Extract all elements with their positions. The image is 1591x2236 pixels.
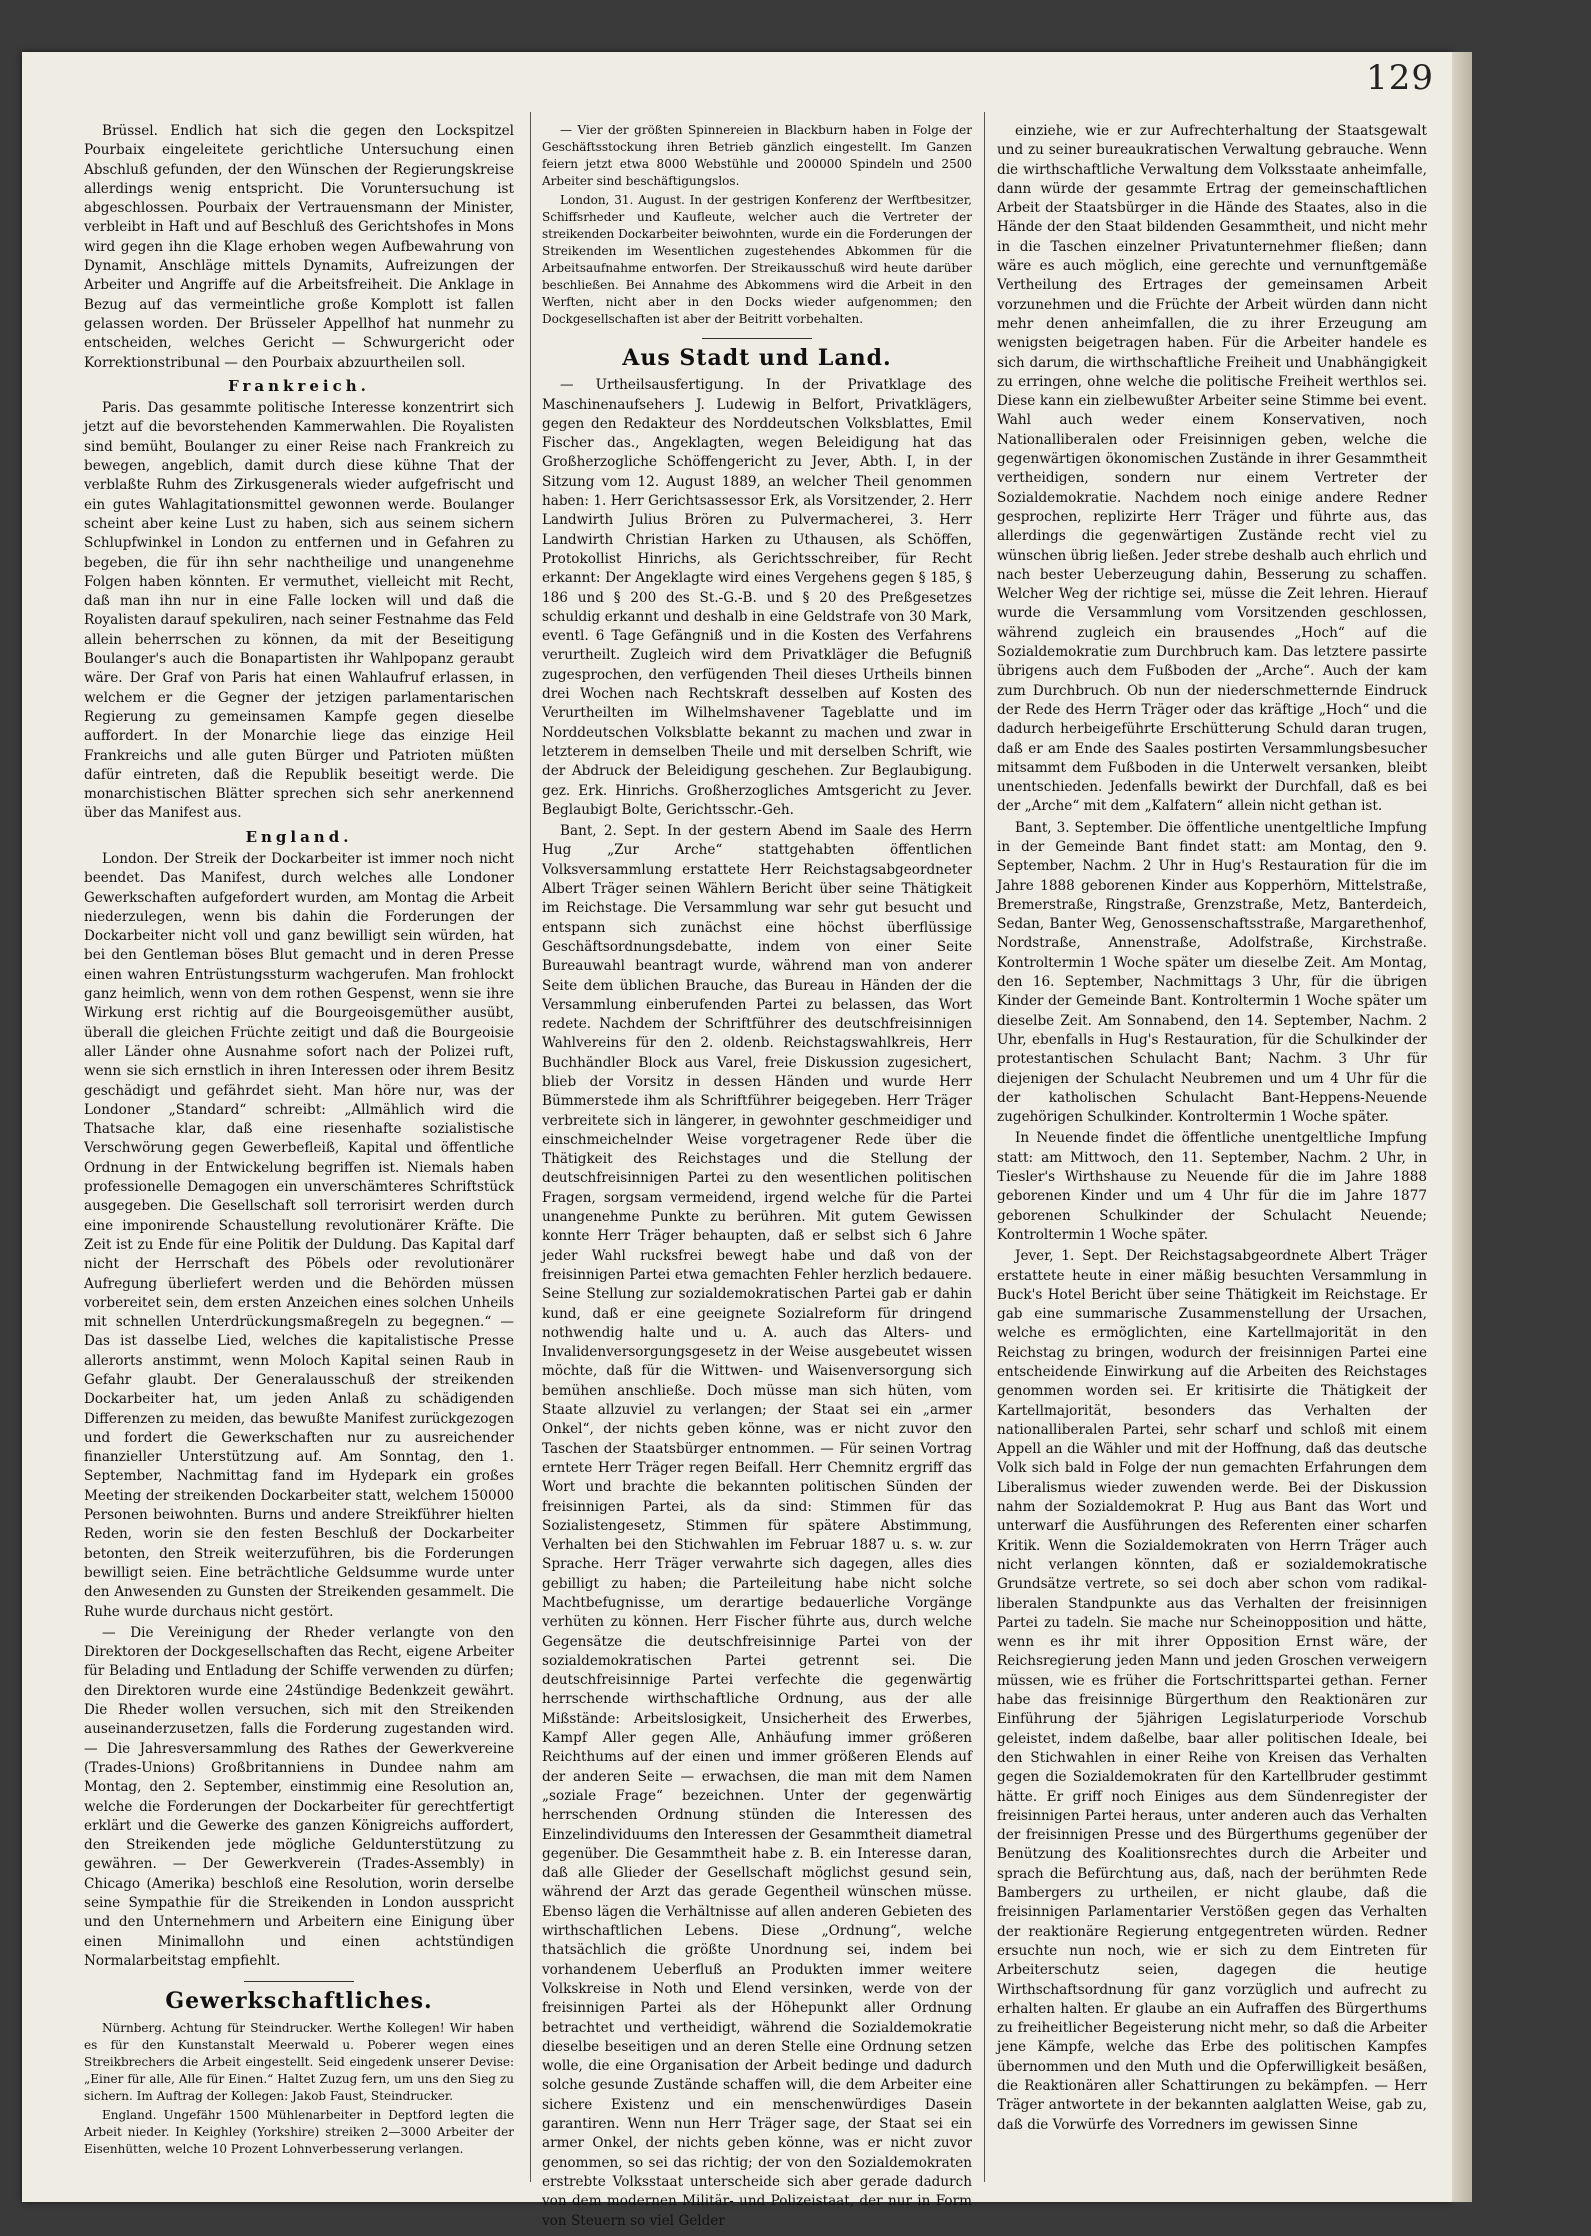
article-nuernberg: Nürnberg. Achtung für Steindrucker. Werthe Kollegen! Wir haben es für den Kunstanstalt Meerwald u. Poberer wegen eines Streikbrechers die Arbeit eingestellt. Seid eingedenk unserer Devise: „Einer für alle, Alle für Einen.“ Haltet Zuzug fern, um uns den Sieg zu sichern. Im Auftrag der Kollegen: Jakob Faust, Steindrucker. <box>84 2020 514 2103</box>
heading-frankreich: Frankreich. <box>228 376 370 395</box>
section-separator <box>244 1981 354 1982</box>
heading-england: England. <box>245 827 353 846</box>
newspaper-page <box>22 52 1452 2229</box>
article-neuende-impfung: In Neuende findet die öffentliche unentgeltliche Impfung statt: am Mittwoch, den 11. September, Nachm. 2 Uhr, in Tiesler's Wirthshause zu Neuende für die im Jahre 1888 geborenen Kinder und um 4 Uhr für die im Jahre 1877 geborenen Schulkinder der Schulacht Neuende; Kontroltermin 1 Woche später. <box>997 1130 1427 1243</box>
section-separator <box>702 338 812 339</box>
article-london-konferenz: London, 31. August. In der gestrigen Konferenz der Werftbesitzer, Schiffsrheder und Kaufleute, welcher auch die Vertreter der streikenden Dockarbeiter beiwohnten, wurde ein die Forderungen der Streikenden im Wesentlichen zugestehendes Abkommen für die Arbeitsaufnahme entworfen. Der Streikausschuß wird heute darüber beschließen. Bei Annahme des Abkommens wird die Arbeit in den Werften, nicht aber in den Docks wieder aufgenommen; den Dockgesellschaften ist aber der Beitritt vorbehalten. <box>542 193 972 326</box>
column-middle <box>542 122 972 2229</box>
article-paris: Paris. Das gesammte politische Interesse konzentrirt sich jetzt auf die bevorstehenden Kammerwahlen. Die Royalisten sind bemüht, Boulanger zu einer Reise nach Frankreich zu bewegen, angeblich, damit durch diese kühne That der verblaßte Ruhm des Zirkusgenerals wieder aufgefrischt und ein gutes Wahlagitationsmittel gewonnen werde. Boulanger scheint aber keine Lust zu haben, sich aus seinem sichern Schlupfwinkel in London zu entfernen und in Gefahren zu begeben, die für ihn sehr nachtheilige und unangenehme Folgen haben könnten. Er vermuthet, vielleicht mit Recht, daß man ihn nur in eine Falle locken will und daß die Royalisten darauf spekuliren, nach seiner Festnahme das Feld allein beherrschen zu können, da mit der Beseitigung Boulanger's auch die Bonapartisten ihr Wahlpopanz geraubt wäre. Der Graf von Paris hat einen Wahlaufruf erlassen, in welchem er die Gegner der jetzigen parlamentarischen Regierung zu gemeinsamen Kampfe gegen dieselbe auffordert. In der Monarchie liege das einzige Heil Frankreichs und alle guten Bürger und Patrioten müßten dafür eintreten, daß die Republik beseitigt werde. Die monarchistischen Blätter sprechen sich sehr anerkennend über das Manifest aus. <box>84 400 514 822</box>
article-bant-versammlung: Bant, 2. Sept. In der gestern Abend im Saale des Herrn Hug „Zur Arche“ stattgehabten öffentlichen Volksversammlung erstattete Herr Reichstagsabgeordneter Albert Träger seinen Wählern Bericht über seine Thätigkeit im Reichstage. Die Versammlung war sehr gut besucht und entspann sich zunächst eine höchst überflüssige Geschäftsordnungsdebatte, indem von einer Seite Bureauwahl beantragt wurde, während man von anderer Seite dem üblichen Brauche, das Bureau in Händen der die Versammlung einberufenden Partei zu belassen, das Wort redete. Nachdem der Schriftführer des deutschfreisinnigen Wahlvereins für den 2. oldenb. Reichstagswahlkreis, Herr Buchhändler Block aus Varel, freie Diskussion zugesichert, blieb der Vorsitz in dessen Händen und wurde Herr Bümmerstede ihm als Schriftführer beigegeben. Herr Träger verbreitete sich in längerer, in gewohnter geschmeidiger und einschmeichelnder Weise vorgetragener Rede über die Thätigkeit des Reichstages und die Stellung der deutschfreisinnigen Partei zu den wesentlichen politischen Fragen, sorgsam vermeidend, irgend welche für die Partei unangenehme Punkte zu berühren. Mit gutem Gewissen konnte Herr Träger behaupten, daß er selbst sich 6 Jahre jeder Wahl rucksfrei bewegt habe und daß von der freisinnigen Partei etwa gemachten Fehler herzlich bedauere. Seine Stellung zur sozialdemokratischen Partei gab er dahin kund, daß er eine geeignete Sozialreform für dringend nothwendig halte und u. A. auch das Alters- und Invalidenversorgungsgesetz in der Weise ausgebeutet wissen möchte, daß für die Wittwen- und Waisenversorgung sich bemühen anschließe. Doch müsse man sich hüten, vom Staate allzuviel zu verlangen; der Staat sei ein „armer Onkel“, der nichts geben könne, was er nicht zuvor den Taschen der Staatsbürger entnommen. — Für seinen Vortrag erntete Herr Träger regen Beifall. Herr Chemnitz ergriff das Wort und brachte die bekannten politischen Sünden der freisinnigen Partei, als da sind: Stimmen für das Sozialistengesetz, Stimmen für spätere Abstimmung, Verhalten bei den Stichwahlen im Februar 1887 u. s. w. zur Sprache. Herr Träger verwahrte sich dagegen, alles dies gebilligt zu haben; die Parteileitung habe nicht solche Machtbefugnisse, um derartige bedauerliche Vorgänge verhüten zu können. Herr Fischer führte aus, durch welche Gegensätze die deutschfreisinnige Partei von der sozialdemokratischen Partei getrennt sei. Die deutschfreisinnige Partei verfechte die gegenwärtig herrschende wirthschaftliche Ordnung, aus der alle Mißstände: Arbeitslosigkeit, Unsicherheit des Erwerbes, Kampf Aller gegen Alle, Anhäufung immer größeren Reichthums auf der einen und immer größeren Elends auf der anderen Seite — erwachsen, die man mit dem Namen „soziale Frage“ bezeichnen. Unter der gegenwärtig herrschenden Ordnung stünden die Interessen des Einzelindividuums den Interessen der Gesammtheit diametral gegenüber. Die Gesammtheit habe z. B. ein Interesse daran, daß alle Glieder der Gesellschaft möglichst gesund sein, während der Arzt das gerade Gegentheil wünschen müsse. Ebenso lägen die Verhältnisse auf allen anderen Gebieten des wirthschaftlichen Lebens. Diese „Ordnung“, welche thatsächlich die größte Unordnung sei, indem bei vorhandenem Ueberfluß an Produkten immer weitere Volkskreise in Noth und Elend versinken, werde von der freisinnigen Partei als der Höhepunkt aller Ordnung betrachtet und vertheidigt, während die Sozialdemokratie dieselbe beseitigen und an deren Stelle eine Ordnung setzen wolle, die eine Organisation der Arbeit bedinge und dadurch solche gesunde Zustände schaffen will, die dem Arbeiter eine sichere Existenz und ein menschenwürdiges Dasein garantiren. Wenn nun Herr Träger sage, der Staat sei ein armer Onkel, der nichts geben könne, was er nicht zuvor genommen, so sei das richtig; der von den Sozialdemokraten erstrebte Volksstaat unterscheide sich aber gerade dadurch von dem modernen Militär- und Polizeistaat, der nur in Form von Steuern so viel Gelder <box>542 823 972 2229</box>
article-bant-impfung: Bant, 3. September. Die öffentliche unentgeltliche Impfung in der Gemeinde Bant findet statt: am Montag, den 9. September, Nachm. 2 Uhr in Hug's Restauration für die im Jahre 1888 geborenen Kinder aus Kopperhörn, Mittelstraße, Bremerstraße, Ringstraße, Grenzstraße, Metz, Banterdeich, Sedan, Banter Weg, Genossenschaftsstraße, Margarethenhof, Nordstraße, Annenstraße, Adolfstraße, Kirchstraße. Kontroltermin 1 Woche später um dieselbe Zeit. Am Montag, den 16. September, Nachmittags 3 Uhr, für die übrigen Kinder der Gemeinde Bant. Kontroltermin 1 Woche später um dieselbe Zeit. Am Sonnabend, den 14. September, Nachm. 2 Uhr, ebenfalls in Hug's Restauration, für die Schulkinder der protestantischen Schulacht Bant; Nachm. 3 Uhr für diejenigen der Schulacht Neubremen und um 4 Uhr für die der katholischen Schulacht Bant-Heppens-Neuende zugehörigen Schulkinder. Kontroltermin 1 Woche später. <box>997 819 1427 1126</box>
article-england-muehlen: England. Ungefähr 1500 Mühlenarbeiter in Deptford legten die Arbeit nieder. In Keighley (Yorkshire) streiken 2—3000 Arbeiter der Eisenhütten, welche 10 Prozent Lohnverbesserung verlangen. <box>84 2107 514 2156</box>
column-left <box>84 122 514 2162</box>
heading-gewerkschaftliches: Gewerkschaftliches. <box>165 1988 433 2015</box>
heading-aus-stadt-und-land: Aus Stadt und Land. <box>622 345 892 371</box>
article-bant-continued: einziehe, wie er zur Aufrechterhaltung der Staatsgewalt und zu seiner bureaukratischen Verwaltung gebrauche. Wenn die wirthschaftliche Verwaltung dem Volksstaate anheimfalle, dann würde der gesammte Ertrag der gemeinschaftlichen Arbeit der Staatsbürger in die Hände des Staates, also in die Hände der den Staat bildenden Gesammtheit, und nicht mehr in die Taschen einzelner Privatunternehmer fließen; dann wäre es auch möglich, eine gerechte und vernunftgemäße Vertheilung des Ertrages der gemeinsamen Arbeit vorzunehmen und die Früchte der Arbeit würden dann nicht mehr denen anheimfallen, die zu ihrer Erzeugung am wenigsten beigetragen haben. Für die Arbeiter handele es sich darum, die wirthschaftliche Freiheit und Unabhängigkeit zu erringen, ohne welche die politische Freiheit werthlos sei. Diese kann ein zielbewußter Arbeiter seine Stimme bei event. Wahl auch weder einem Konservativen, noch Nationalliberalen oder Freisinnigen geben, welche die gegenwärtigen ökonomischen Zustände in ihrer Gesammtheit vertheidigen, sondern nur einem Vertreter der Sozialdemokratie. Nachdem noch einige andere Redner gesprochen, replizirte Herr Träger und führte aus, das allerdings die gegenwärtigen Zustände recht viel zu wünschen übrig ließen. Jeder strebe deshalb auch ehrlich und nach bester Ueberzeugung dahin, Besserung zu schaffen. Welcher Weg der richtige sei, müsse die Zeit lehren. Hierauf wurde die Versammlung vom Vorsitzenden geschlossen, während zugleich ein brausendes „Hoch“ auf die Sozialdemokratie zum Durchbruch kam. Das letztere passirte übrigens auch dem Fußboden der „Arche“. Auch der kam zum Durchbruch. Ob nun der niederschmetternde Eindruck der Rede des Herrn Träger oder das kräftige „Hoch“ und die dadurch herbeigeführte Erschütterung Schuld daran trugen, daß er am Ende des Saales postirten Versammlungsbesucher mitsammt dem Fußboden in die Unterwelt versanken, bleibt unentschieden. Jedenfalls bewirkt der Durchfall, daß es bei der „Arche“ mit dem „Kalfatern“ allein nicht gethan ist. <box>997 123 1427 815</box>
article-rheder: — Die Vereinigung der Rheder verlangte von den Direktoren der Dockgesellschaften das Recht, eigene Arbeiter für Belading und Entladung der Schiffe verwenden zu dürfen; den Direktoren wurde eine 24stündige Bedenkzeit gewährt. Die Rheder wollen versuchen, sich mit den Streikenden auseinanderzusetzen, falls die Forderung zugestanden wird. — Die Jahresversammlung des Rathes der Gewerkvereine (Trades-Unions) Großbritanniens in Dundee nahm am Montag, den 2. September, einstimmig eine Resolution an, welche die Forderungen der Dockarbeiter für gerechtfertigt erklärt und die Gewerke des ganzen Königreichs auffordert, den Streikenden jede mögliche Geldunterstützung zu gewähren. — Der Gewerkverein (Trades-Assembly) in Chicago (Amerika) beschloß eine Resolution, worin derselbe seine Sympathie für die Streikenden in London ausspricht und den Unternehmern und Arbeitern eine Einigung über einen Minimallohn und einen achtstündigen Normalarbeitstag empfiehlt. <box>84 1624 514 1969</box>
column-divider <box>530 112 531 2182</box>
page-number: 129 <box>1366 58 1434 98</box>
article-bruessel: Brüssel. Endlich hat sich die gegen den Lockspitzel Pourbaix eingeleitete gerichtliche Untersuchung einen Abschluß gefunden, der den Wünschen der Regierungskreise allerdings wenig entspricht. Die Voruntersuchung ist abgeschlossen. Pourbaix der Vertrauensmann der Minister, verbleibt in Haft und auf Beschluß des Gerichtshofes in Mons wird gegen ihn die Klage erhoben wegen Aufbewahrung von Dynamit, Anschläge mittels Dynamits, Aufreizungen der Arbeiter und Angriffe auf die Arbeitsfreiheit. Die Anklage in Bezug auf das vermeintliche große Komplott ist fallen gelassen worden. Der Brüsseler Appellhof hat nunmehr zu entscheiden, welches Gericht — Schwurgericht oder Korrektionstribunal — den Pourbaix abzuurtheilen soll. <box>84 123 514 371</box>
article-blackburn: — Vier der größten Spinnereien in Blackburn haben in Folge der Geschäftsstockung ihren Betrieb gänzlich eingestellt. Im Ganzen feiern jetzt etwa 8000 Webstühle und 200000 Spindeln und 2500 Arbeiter sind beschäftigungslos. <box>542 123 972 188</box>
column-right <box>997 122 1427 2162</box>
page-edge <box>1452 52 1472 2202</box>
article-london: London. Der Streik der Dockarbeiter ist immer noch nicht beendet. Das Manifest, durch welches alle Londoner Gewerkschaften aufgefordert wurden, am Montag die Arbeit niederzulegen, wenn bis dahin die Forderungen der Dockarbeiter nicht voll und ganz bewilligt sein würden, hat bei den Gentleman böses Blut gemacht und in deren Presse einen wahren Entrüstungssturm wachgerufen. Man frohlockt ganz heimlich, wenn von dem rothen Gespenst, wenn sie ihre Wirkung erst richtig auf die Bourgeoisgemüther ausübt, überall die gleichen Früchte zeitigt und daß die Bourgeoisie aller Länder ohne Ausnahme sofort nach der Polizei ruft, wenn sie sich ernstlich in ihren Interessen oder ihrem Besitz geschädigt und gefährdet sieht. Man höre nur, was der Londoner „Standard“ schreibt: „Allmählich wird die Thatsache klar, daß eine riesenhafte sozialistische Verschwörung gegen Gewerbefleiß, Kapital und öffentliche Ordnung in der Entwickelung begriffen ist. Niemals haben professionelle Demagogen ein unverschämteres Schriftstück ausgegeben. Die Gesellschaft soll terrorisirt werden durch eine imponirende Schaustellung revolutionärer Kräfte. Die Zeit ist zu Ende für eine Politik der Duldung. Das Kapital darf nicht der Herrschaft des Pöbels oder revolutionärer Aufregung überliefert werden und die Behörden müssen vorbereitet sein, dem ersten Anzeichen eines solchen Unheils mit schnellen Unterdrückungsmaßregeln zu begegnen.“ — Das ist dasselbe Lied, welches die kapitalistische Presse allerorts anstimmt, wenn Moloch Kapital seinen Raub in Gefahr glaubt. Der Generalausschuß der streikenden Dockarbeiter hat, um jeden Anlaß zu schädigenden Differenzen zu meiden, das bewußte Manifest zurückgezogen und fordert die Gewerkschaften nur zu ausreichender finanzieller Unterstützung auf. Am Sonntag, den 1. September, Nachmittag fand im Hydepark ein großes Meeting der streikenden Dockarbeiter statt, welchem 150000 Personen beiwohnten. Burns und andere Streikführer hielten Reden, worin sie den festen Beschluß der Dockarbeiter betonten, den Streik weiterzuführen, bis die Forderungen bewilligt seien. Eine beträchtliche Geldsumme wurde unter den Anwesenden zu Gunsten der Streikenden gesammelt. Die Ruhe wurde durchaus nicht gestört. <box>84 850 514 1620</box>
article-urtheilsausfertigung: — Urtheilsausfertigung. In der Privatklage des Maschinenaufsehers J. Ludewig in Belfort, Privatklägers, gegen den Redakteur des Norddeutschen Volksblattes, Emil Fischer das., Angeklagten, wegen Beleidigung hat das Großherzogliche Schöffengericht zu Jever, Abth. I, in der Sitzung vom 12. August 1889, an welcher Theil genommen haben: 1. Herr Gerichtsassessor Erk, als Vorsitzender, 2. Herr Landwirth Julius Brören zu Pulvermacherei, 3. Herr Landwirth Christian Harken zu Uthausen, als Schöffen, Protokollist Hinrichs, als Gerichtsschreiber, für Recht erkannt: Der Angeklagte wird eines Vergehens gegen § 185, § 186 und § 200 des St.-G.-B. und § 20 des Preßgesetzes schuldig erkannt und deshalb in eine Geldstrafe von 30 Mark, eventl. 6 Tage Gefängniß und in die Kosten des Verfahrens verurtheilt. Zugleich wird dem Privatkläger die Befugniß zugesprochen, den verfügenden Theil dieses Urtheils binnen drei Wochen nach Rechtskraft desselben auf Kosten des Verurtheilten im Wilhelmshavener Tageblatte und im Norddeutschen Volksblatte bekannt zu machen und zwar in letzterem in demselben Theile und mit derselben Schrift, wie der Abdruck der Beleidigung geschehen. Zur Beglaubigung. gez. Erk. Hinrichs. Großherzogliches Amtsgericht zu Jever. Beglaubigt Bolte, Gerichtsschr.-Geh. <box>542 377 972 818</box>
article-jever: Jever, 1. Sept. Der Reichstagsabgeordnete Albert Träger erstattete heute in einer mäßig besuchten Versammlung in Buck's Hotel Bericht über seine Thätigkeit im Reichstage. Er gab eine summarische Zusammenstellung der Ursachen, welche es ermöglichten, eine Kartellmajorität in den Reichstag zu bringen, wodurch der freisinnigen Partei eine entscheidende Einwirkung auf die Arbeiten des Reichstages genommen worden sei. Er kritisirte die Thätigkeit der Kartellmajorität, besonders das Verhalten der nationalliberalen Partei, sehr scharf und schloß mit einem Appell an die Wähler und mit der Hoffnung, daß das deutsche Volk sich bald in Folge der nun gemachten Erfahrungen dem Liberalismus wieder zuwenden werde. Bei der Diskussion nahm der Sozialdemokrat P. Hug aus Bant das Wort und unterwarf die Ausführungen des Referenten einer scharfen Kritik. Wenn die Sozialdemokraten von Herrn Träger auch nicht verlangen könnten, daß er sozialdemokratische Grundsätze vertrete, so sei doch aber schon vom radikal-liberalen Standpunkte aus das Verhalten der freisinnigen Partei zu tadeln. Sie mache nur Scheinopposition und hätte, wenn es ihr mit ihrer Opposition Ernst wäre, der Reichsregierung jeden Mann und jeden Groschen verweigern müssen, wie es früher die Fortschrittspartei gethan. Ferner habe das freisinnige Bürgerthum den Reaktionären zur Einführung der 5jährigen Legislaturperiode Vorschub geleistet, indem daßelbe, baar aller politischen Ideale, bei den Stichwahlen in einer Reihe von Kreisen das Verhalten gegen die Sozialdemokraten für den Kartellbruder gestimmt hätte. Er griff noch Einiges aus dem Sündenregister der freisinnigen Partei heraus, unter anderen auch das Verhalten der freisinnigen Presse und des Bürgerthums gegenüber der Benützung des Koalitionsrechtes durch die Arbeiter und sprach die Befürchtung aus, daß, nach der berühmten Rede Bambergers zu urtheilen, er nicht glaube, daß die freisinnigen Parlamentarier Verstößen gegen das Verhalten der reaktionäre Regierung entgegentreten würden. Redner ersuchte nun noch, wie er sich zu dem Eintreten für Arbeiterschutz seien, dagegen die heutige Wirthschaftsordnung für ganz vorzüglich und aufrecht zu erhalten halten. Er glaube an ein Aufraffen des Bürgerthums zu freiheitlicher Begeisterung nicht mehr, so daß die Arbeiter jene Kämpfe, welche das Erbe des politischen Kampfes übernommen und den Muth und die Opferwilligkeit besäßen, die Reaktionären aller Schattirungen zu bekämpfen. — Herr Träger antwortete in der bekannten aalglatten Weise, gab zu, daß die Vorwürfe des Vorredners im gewissen Sinne <box>997 1248 1427 2133</box>
column-divider <box>984 112 985 2182</box>
